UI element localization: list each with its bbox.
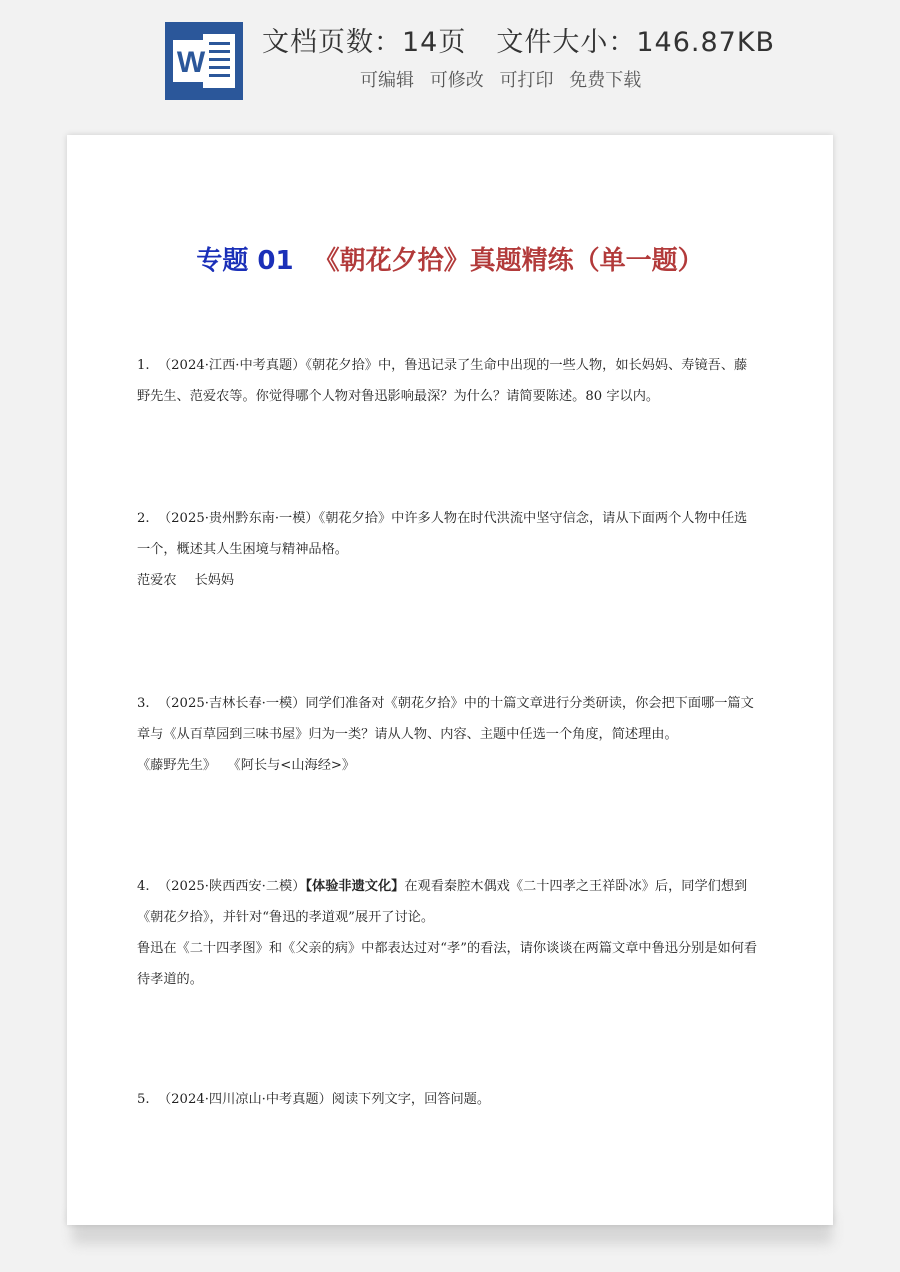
question-2 xyxy=(137,503,765,596)
feature-tags xyxy=(360,66,651,92)
option-achang-shanhaijing: 《阿长与<山海经>》 xyxy=(234,758,356,773)
question-options xyxy=(137,750,765,781)
tag-free-download: 免费下载 xyxy=(569,70,642,91)
file-meta xyxy=(262,20,775,59)
word-icon-letter: W xyxy=(176,46,206,79)
document-title xyxy=(67,240,833,277)
question-number: 5. xyxy=(137,1092,150,1107)
page-count: 文档页数：14页 xyxy=(262,27,467,58)
question-text-line: 3. （2025·吉林长春·一模）同学们准备对《朝花夕拾》中的十篇文章进行分类研读，你会把下面哪一篇文 xyxy=(137,696,754,711)
file-size: 文件大小：146.87KB xyxy=(496,27,776,58)
question-number: 3. xyxy=(137,696,150,711)
tag-printable: 可打印 xyxy=(499,70,554,91)
title-main: 《朝花夕拾》真题精练（单一题） xyxy=(313,246,704,276)
question-3 xyxy=(137,688,765,781)
question-text-line: 2. （2025·贵州黔东南·一模）《朝花夕拾》中许多人物在时代洪流中坚守信念，请从下面两个人物中任选 xyxy=(137,511,748,526)
question-1 xyxy=(137,350,765,412)
tag-editable: 可编辑 xyxy=(360,70,414,91)
question-text-line: 待孝道的。 xyxy=(137,972,203,987)
question-text-line: 鲁迅在《二十四孝图》和《父亲的病》中都表达过对“孝”的看法，请你谈谈在两篇文章中鲁迅分别是如何看 xyxy=(137,941,758,956)
topic-tag: 【体验非遗文化】 xyxy=(305,879,405,894)
question-text-line: 章与《从百草园到三味书屋》归为一类？请从人物、内容、主题中任选一个角度，简述理由。 xyxy=(137,727,678,742)
question-number: 2. xyxy=(137,511,150,526)
question-text-line: 野先生、范爱农等。你觉得哪个人物对鲁迅影响最深？为什么？请简要陈述。80 字以内。 xyxy=(137,389,660,404)
option-tengye-xiansheng: 《藤野先生》 xyxy=(137,758,217,773)
document-page xyxy=(67,135,833,1225)
question-5 xyxy=(137,1084,765,1115)
question-text-line: 一个，概述其人生困境与精神品格。 xyxy=(137,542,348,557)
option-fan-ainong: 范爱农 xyxy=(137,573,177,588)
question-text-line: 5. （2024·四川凉山·中考真题）阅读下列文字，回答问题。 xyxy=(137,1092,491,1107)
question-text-line: 《朝花夕拾》，并针对“鲁迅的孝道观”展开了讨论。 xyxy=(137,910,435,925)
title-prefix: 专题 01 xyxy=(196,246,294,276)
question-text-line: 4. （2025·陕西西安·二模）【体验非遗文化】在观看秦腔木偶戏《二十四孝之王祥卧冰》后，同学们想到 xyxy=(137,879,748,894)
tag-modifiable: 可修改 xyxy=(429,70,484,91)
question-options xyxy=(137,565,765,596)
option-chang-mama: 长妈妈 xyxy=(194,573,235,588)
question-number: 1. xyxy=(137,358,150,373)
question-text-line: 1. （2024·江西·中考真题）《朝花夕拾》中，鲁迅记录了生命中出现的一些人物，如长妈妈、寿镜吾、藤 xyxy=(137,358,748,373)
download-header xyxy=(0,0,900,130)
question-number: 4. xyxy=(137,879,150,894)
question-4 xyxy=(137,871,765,995)
word-doc-icon xyxy=(165,22,243,100)
